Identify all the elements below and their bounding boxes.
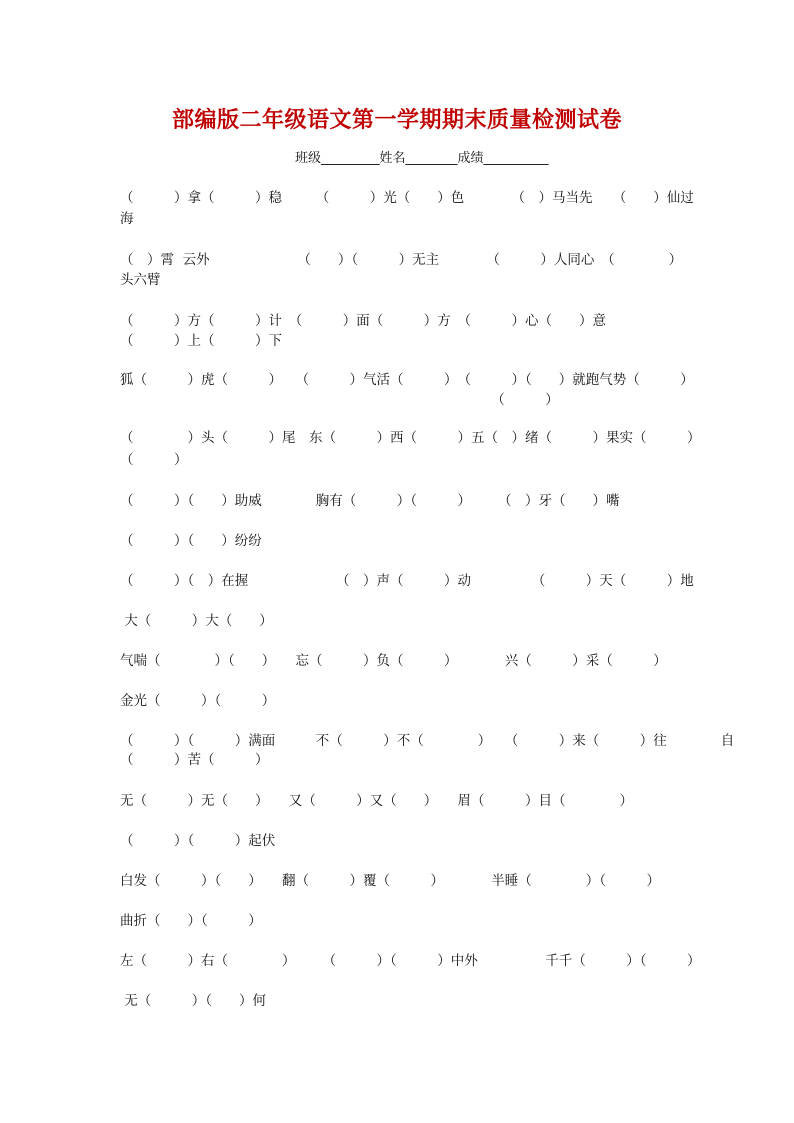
question-line: （ ）苦（ ） [120, 752, 269, 768]
question-line: 曲折（ ）（ ） [120, 913, 262, 929]
question-line: 无（ ）无（ ） 又（ ）又（ ） 眉（ ）目（ ） [120, 793, 633, 809]
question-line: 头六臂 [120, 272, 161, 288]
question-line: （ ）上（ ）下 [120, 333, 282, 349]
question-line: （ ） [120, 452, 188, 468]
question-line: （ ）（ ）满面 不（ ）不（ ） （ ）来（ ）往 自 [120, 733, 735, 749]
question-line: （ ） [120, 392, 559, 408]
question-line: （ ）方（ ）计 （ ）面（ ）方 （ ）心（ ）意 [120, 313, 606, 329]
question-line: （ ）霄 云外 （ ）（ ）无主 （ ）人同心 （ ） [120, 252, 683, 268]
question-line: （ ）（ ）助威 胸有（ ）（ ） （ ）牙（ ）嘴 [120, 493, 620, 509]
question-line: 无（ ）（ ）何 [120, 993, 267, 1009]
question-line: 狐（ ）虎（ ） （ ）气活（ ） （ ）（ ）就跑气势（ ） [120, 372, 694, 388]
question-line: 气喘（ ）（ ） 忘（ ）负（ ） 兴（ ）采（ ） [120, 653, 667, 669]
page-title: 部编版二年级语文第一学期期末质量检测试卷 [171, 107, 622, 133]
question-line: （ ）（ ）起伏 [120, 833, 276, 849]
question-line: 大（ ）大（ ） [120, 613, 273, 629]
question-line: 金光（ ）（ ） [120, 693, 276, 709]
question-line: （ ）（ ）纷纷 [120, 533, 262, 549]
question-line: 左（ ）右（ ） （ ）（ ）中外 千千（ ）（ ） [120, 953, 701, 969]
question-line: 海 [120, 211, 134, 227]
question-line: （ ）拿（ ）稳 （ ）光（ ）色 （ ）马当先 （ ）仙过 [120, 190, 694, 206]
student-info-line: 班级_________姓名________成绩__________ [295, 151, 549, 166]
question-line: （ ）头（ ）尾 东（ ）西（ ）五（ ）绪（ ）果实（ ） [120, 430, 701, 446]
question-line: 白发（ ）（ ） 翻（ ）覆（ ） 半睡（ ）（ ） [120, 873, 660, 889]
question-line: （ ）（ ）在握 （ ）声（ ）动 （ ）天（ ）地 [120, 573, 694, 589]
